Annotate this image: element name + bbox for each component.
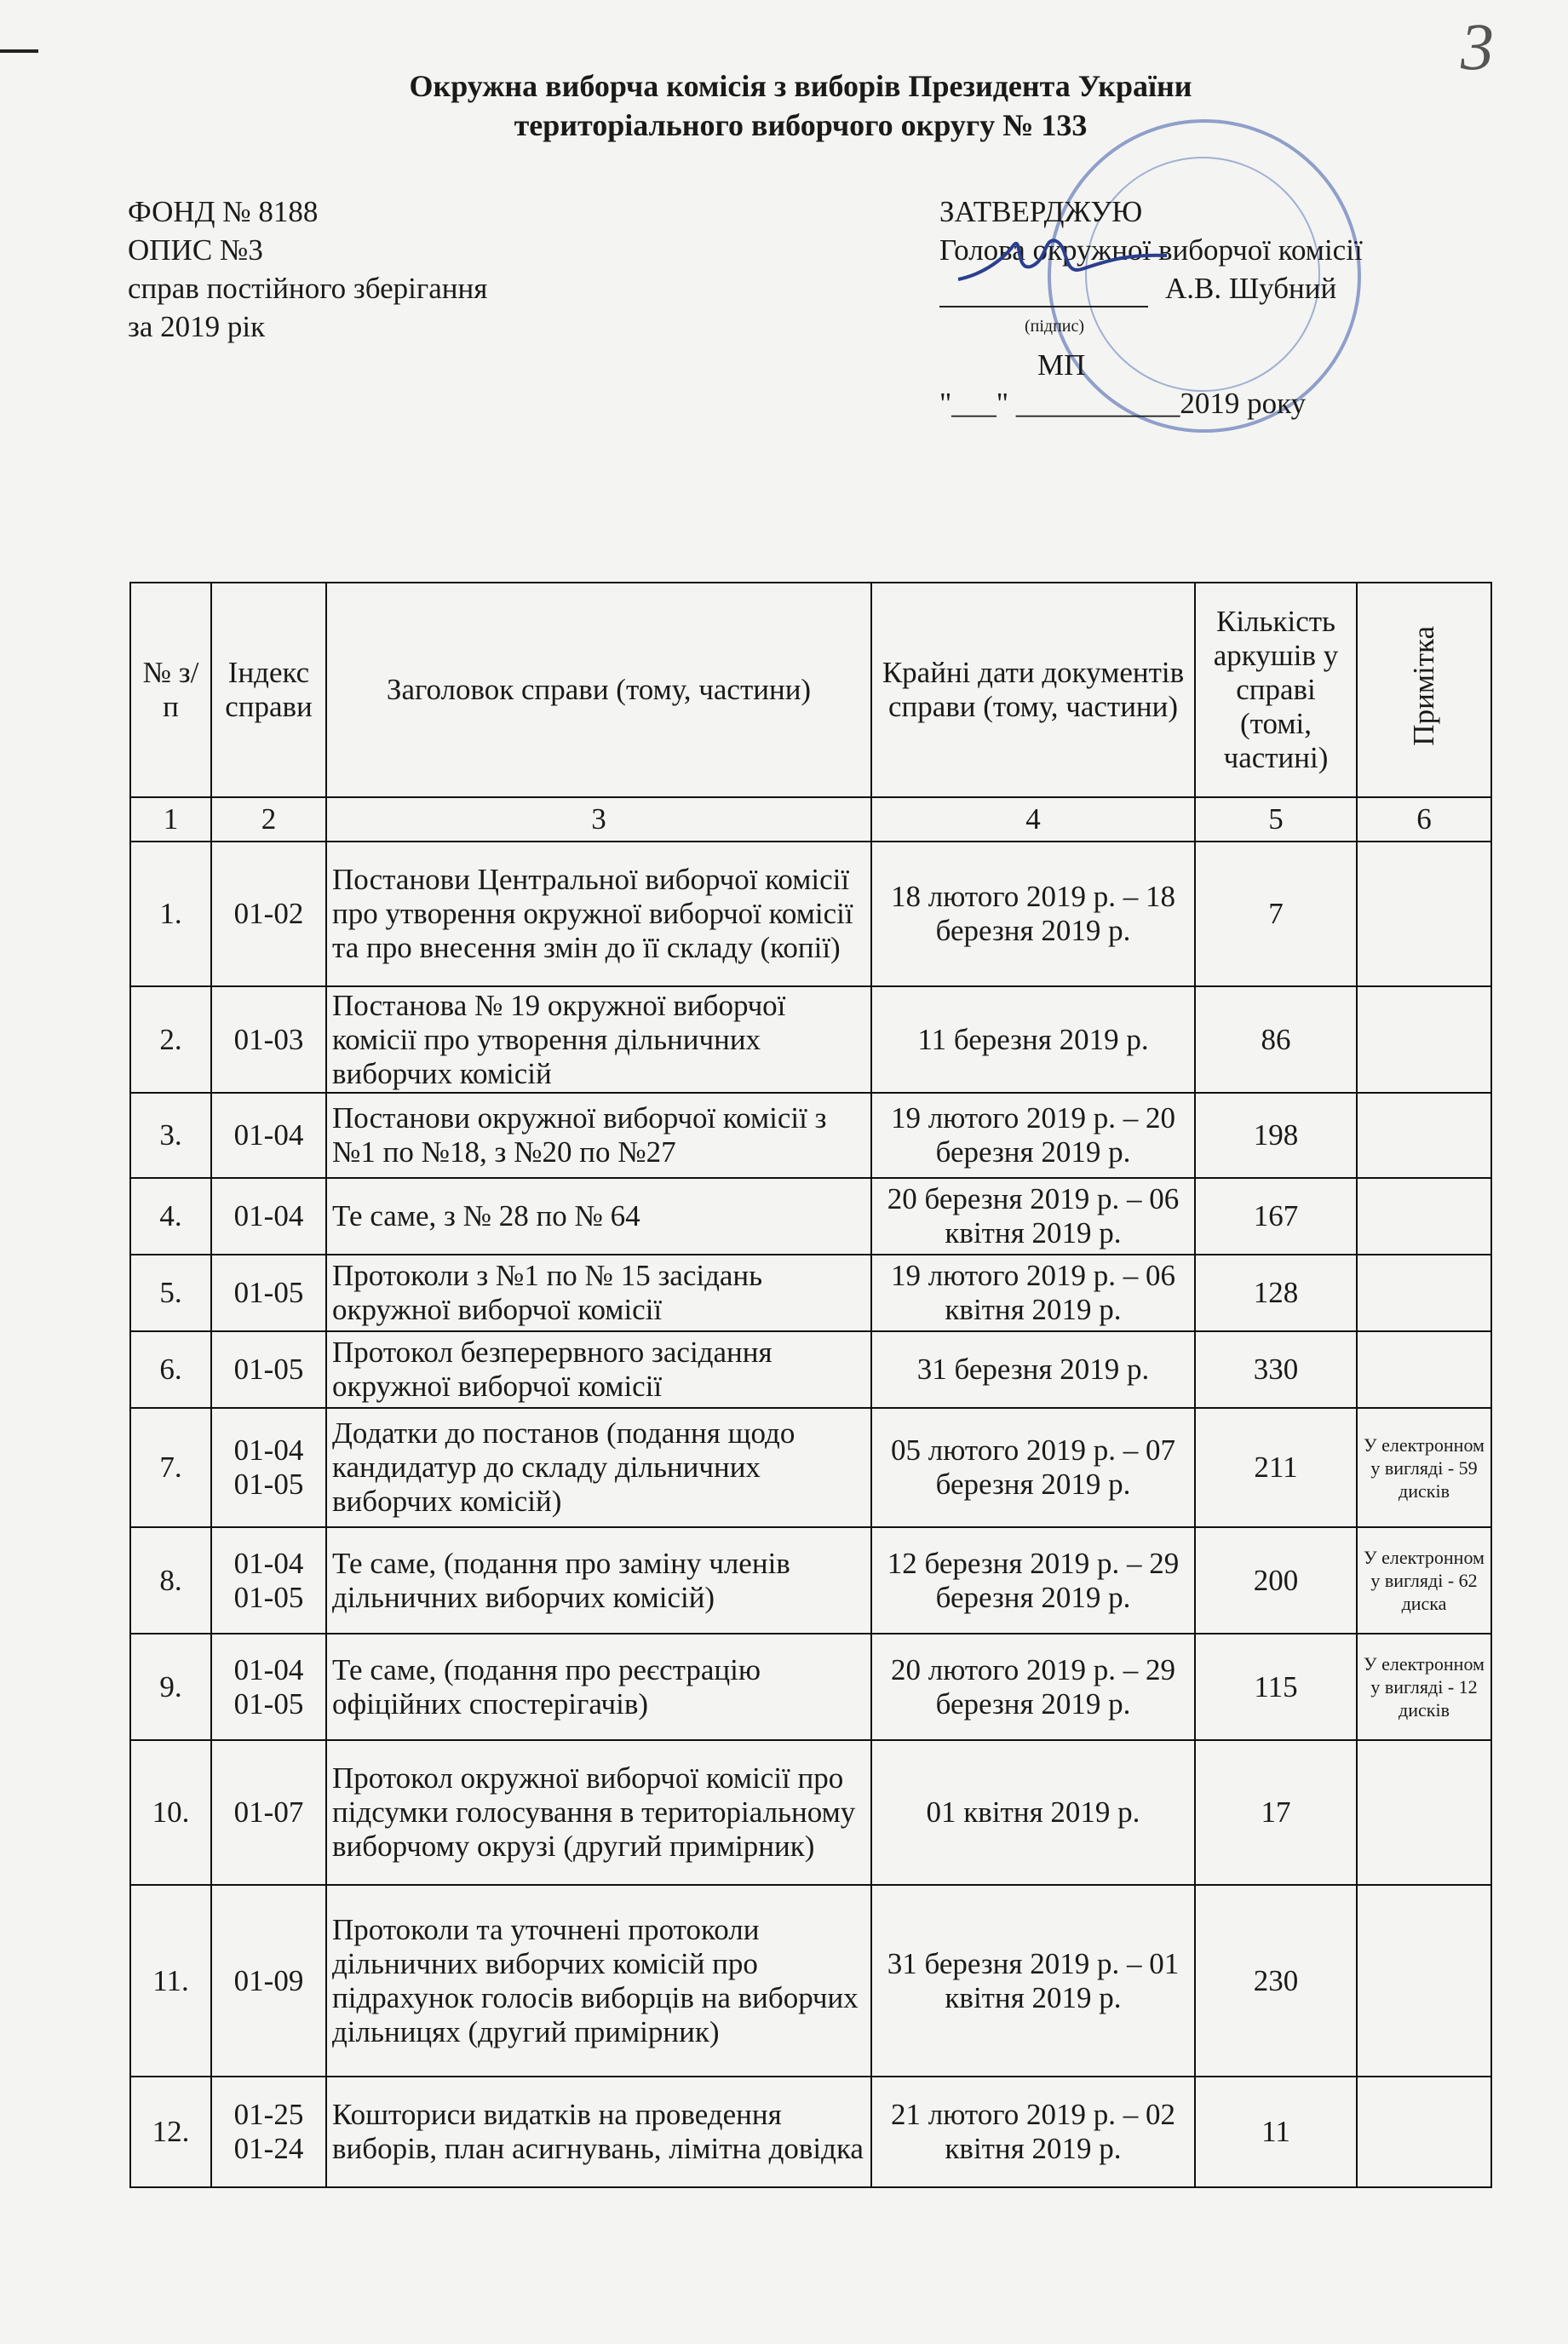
row-title: Протоколи з №1 по № 15 засідань окружної виборчої комісії — [326, 1255, 871, 1331]
row-title: Постанови окружної виборчої комісії з №1 по №18, з №20 по №27 — [326, 1093, 871, 1178]
fund-number: ФОНД № 8188 — [128, 195, 319, 228]
row-index: 01-04 — [211, 1178, 326, 1255]
row-index: 01-04 01-05 — [211, 1634, 326, 1740]
row-title: Те саме, (подання про заміну членів дільничних виборчих комісій) — [326, 1527, 871, 1634]
row-index: 01-25 01-24 — [211, 2077, 326, 2187]
row-dates: 19 лютого 2019 р. – 20 березня 2019 р. — [871, 1093, 1195, 1178]
row-index: 01-02 — [211, 842, 326, 986]
approve-label: ЗАТВЕРДЖУЮ — [939, 195, 1143, 228]
row-index: 01-04 01-05 — [211, 1527, 326, 1634]
row-dates: 05 лютого 2019 р. – 07 березня 2019 р. — [871, 1408, 1195, 1527]
header-index: Індекс справи — [211, 583, 326, 797]
row-number: 9. — [130, 1634, 211, 1740]
row-note — [1357, 986, 1491, 1093]
table-row — [130, 1178, 1491, 1255]
row-note — [1357, 1178, 1491, 1255]
row-number: 11. — [130, 1885, 211, 2077]
inventory-year: за 2019 рік — [128, 310, 266, 343]
row-sheets: 7 — [1195, 842, 1357, 986]
row-note — [1357, 1093, 1491, 1178]
row-number: 8. — [130, 1527, 211, 1634]
row-index: 01-04 01-05 — [211, 1408, 326, 1527]
row-index: 01-09 — [211, 1885, 326, 2077]
column-number-row — [130, 797, 1491, 842]
row-note — [1357, 1740, 1491, 1885]
table-row — [130, 1885, 1491, 2077]
row-title: Кошториси видатків на проведення виборів, план асигнувань, лімітна довідка — [326, 2077, 871, 2187]
header-note-text: Примітка — [1407, 626, 1440, 746]
row-sheets: 11 — [1195, 2077, 1357, 2187]
col-number-6: 6 — [1357, 797, 1491, 842]
row-dates: 20 березня 2019 р. – 06 квітня 2019 р. — [871, 1178, 1195, 1255]
row-number: 6. — [130, 1331, 211, 1408]
row-note — [1357, 1885, 1491, 2077]
row-note — [1357, 842, 1491, 986]
col-number-1: 1 — [130, 797, 211, 842]
seal-label: МП — [1037, 348, 1086, 382]
row-note: У електронном у вигляді - 12 дисків — [1357, 1634, 1491, 1740]
inventory-number: ОПИС №3 — [128, 233, 263, 267]
header-sheets: Кількість аркушів у справі (томі, частині) — [1195, 583, 1357, 797]
row-number: 7. — [130, 1408, 211, 1527]
header-title: Заголовок справи (тому, частини) — [326, 583, 871, 797]
row-number: 4. — [130, 1178, 211, 1255]
row-sheets: 128 — [1195, 1255, 1357, 1331]
table-row — [130, 1527, 1491, 1634]
row-dates: 18 лютого 2019 р. – 18 березня 2019 р. — [871, 842, 1195, 986]
row-dates: 21 лютого 2019 р. – 02 квітня 2019 р. — [871, 2077, 1195, 2187]
row-dates: 19 лютого 2019 р. – 06 квітня 2019 р. — [871, 1255, 1195, 1331]
table-row — [130, 1740, 1491, 1885]
row-number: 12. — [130, 2077, 211, 2187]
col-number-2: 2 — [211, 797, 326, 842]
row-note — [1357, 1331, 1491, 1408]
margin-mark — [0, 49, 38, 53]
row-title: Те саме, з № 28 по № 64 — [326, 1178, 871, 1255]
row-dates: 12 березня 2019 р. – 29 березня 2019 р. — [871, 1527, 1195, 1634]
row-sheets: 17 — [1195, 1740, 1357, 1885]
row-index: 01-05 — [211, 1255, 326, 1331]
row-sheets: 330 — [1195, 1331, 1357, 1408]
approver-name: А.В. Шубний — [1165, 272, 1337, 305]
table-row — [130, 1634, 1491, 1740]
row-sheets: 200 — [1195, 1527, 1357, 1634]
row-number: 10. — [130, 1740, 211, 1885]
row-sheets: 198 — [1195, 1093, 1357, 1178]
row-title: Протоколи та уточнені протоколи дільничних виборчих комісій про підрахунок голосів виборців на виборчих дільницях (другий примірник) — [326, 1885, 871, 2077]
table-row — [130, 1093, 1491, 1178]
row-dates: 31 березня 2019 р. – 01 квітня 2019 р. — [871, 1885, 1195, 2077]
header-number: № з/п — [130, 583, 211, 797]
row-index: 01-04 — [211, 1093, 326, 1178]
row-number: 3. — [130, 1093, 211, 1178]
col-number-5: 5 — [1195, 797, 1357, 842]
row-dates: 20 лютого 2019 р. – 29 березня 2019 р. — [871, 1634, 1195, 1740]
row-index: 01-05 — [211, 1331, 326, 1408]
table-row — [130, 842, 1491, 986]
inventory-table — [129, 582, 1492, 2188]
row-index: 01-03 — [211, 986, 326, 1093]
table-row — [130, 1331, 1491, 1408]
approver-position: Голова окружної виборчої комісії — [939, 233, 1363, 267]
approval-date: "___" ___________2019 року — [939, 387, 1307, 420]
table-row — [130, 986, 1491, 1093]
row-note — [1357, 2077, 1491, 2187]
row-sheets: 211 — [1195, 1408, 1357, 1527]
row-number: 5. — [130, 1255, 211, 1331]
row-sheets: 86 — [1195, 986, 1357, 1093]
row-title: Додатки до постанов (подання щодо кандидатур до складу дільничних виборчих комісій) — [326, 1408, 871, 1527]
col-number-4: 4 — [871, 797, 1195, 842]
signature-caption: (підпис) — [1025, 317, 1085, 336]
row-note — [1357, 1255, 1491, 1331]
row-sheets: 115 — [1195, 1634, 1357, 1740]
header-note — [1357, 583, 1491, 797]
table-row — [130, 1255, 1491, 1331]
storage-type: справ постійного зберігання — [128, 272, 488, 305]
table-row — [130, 1408, 1491, 1527]
handwritten-signature — [954, 228, 1175, 296]
table-row — [130, 2077, 1491, 2187]
row-dates: 01 квітня 2019 р. — [871, 1740, 1195, 1885]
row-title: Те саме, (подання про реєстрацію офіційних спостерігачів) — [326, 1634, 871, 1740]
row-dates: 11 березня 2019 р. — [871, 986, 1195, 1093]
fund-info — [128, 192, 487, 346]
row-number: 2. — [130, 986, 211, 1093]
row-index: 01-07 — [211, 1740, 326, 1885]
row-dates: 31 березня 2019 р. — [871, 1331, 1195, 1408]
page-number: 3 — [1461, 9, 1494, 83]
row-title: Протокол безперервного засідання окружної виборчої комісії — [326, 1331, 871, 1408]
row-number: 1. — [130, 842, 211, 986]
row-sheets: 230 — [1195, 1885, 1357, 2077]
row-note: У електронном у вигляді - 62 диска — [1357, 1527, 1491, 1634]
title-line-1: Окружна виборча комісія з виборів Президента України — [409, 69, 1192, 103]
row-title: Постанова № 19 окружної виборчої комісії про утворення дільничних виборчих комісій — [326, 986, 871, 1093]
row-sheets: 167 — [1195, 1178, 1357, 1255]
row-title: Постанови Центральної виборчої комісії про утворення окружної виборчої комісії та про внесення змін до її складу (копії) — [326, 842, 871, 986]
header-dates: Крайні дати документів справи (тому, частини) — [871, 583, 1195, 797]
col-number-3: 3 — [326, 797, 871, 842]
row-title: Протокол окружної виборчої комісії про підсумки голосування в територіальному виборчому окрузі (другий примірник) — [326, 1740, 871, 1885]
title-line-2: територіального виборчого округу № 133 — [514, 108, 1088, 142]
row-note: У електронном у вигляді - 59 дисків — [1357, 1408, 1491, 1527]
table-header-row — [130, 583, 1491, 797]
